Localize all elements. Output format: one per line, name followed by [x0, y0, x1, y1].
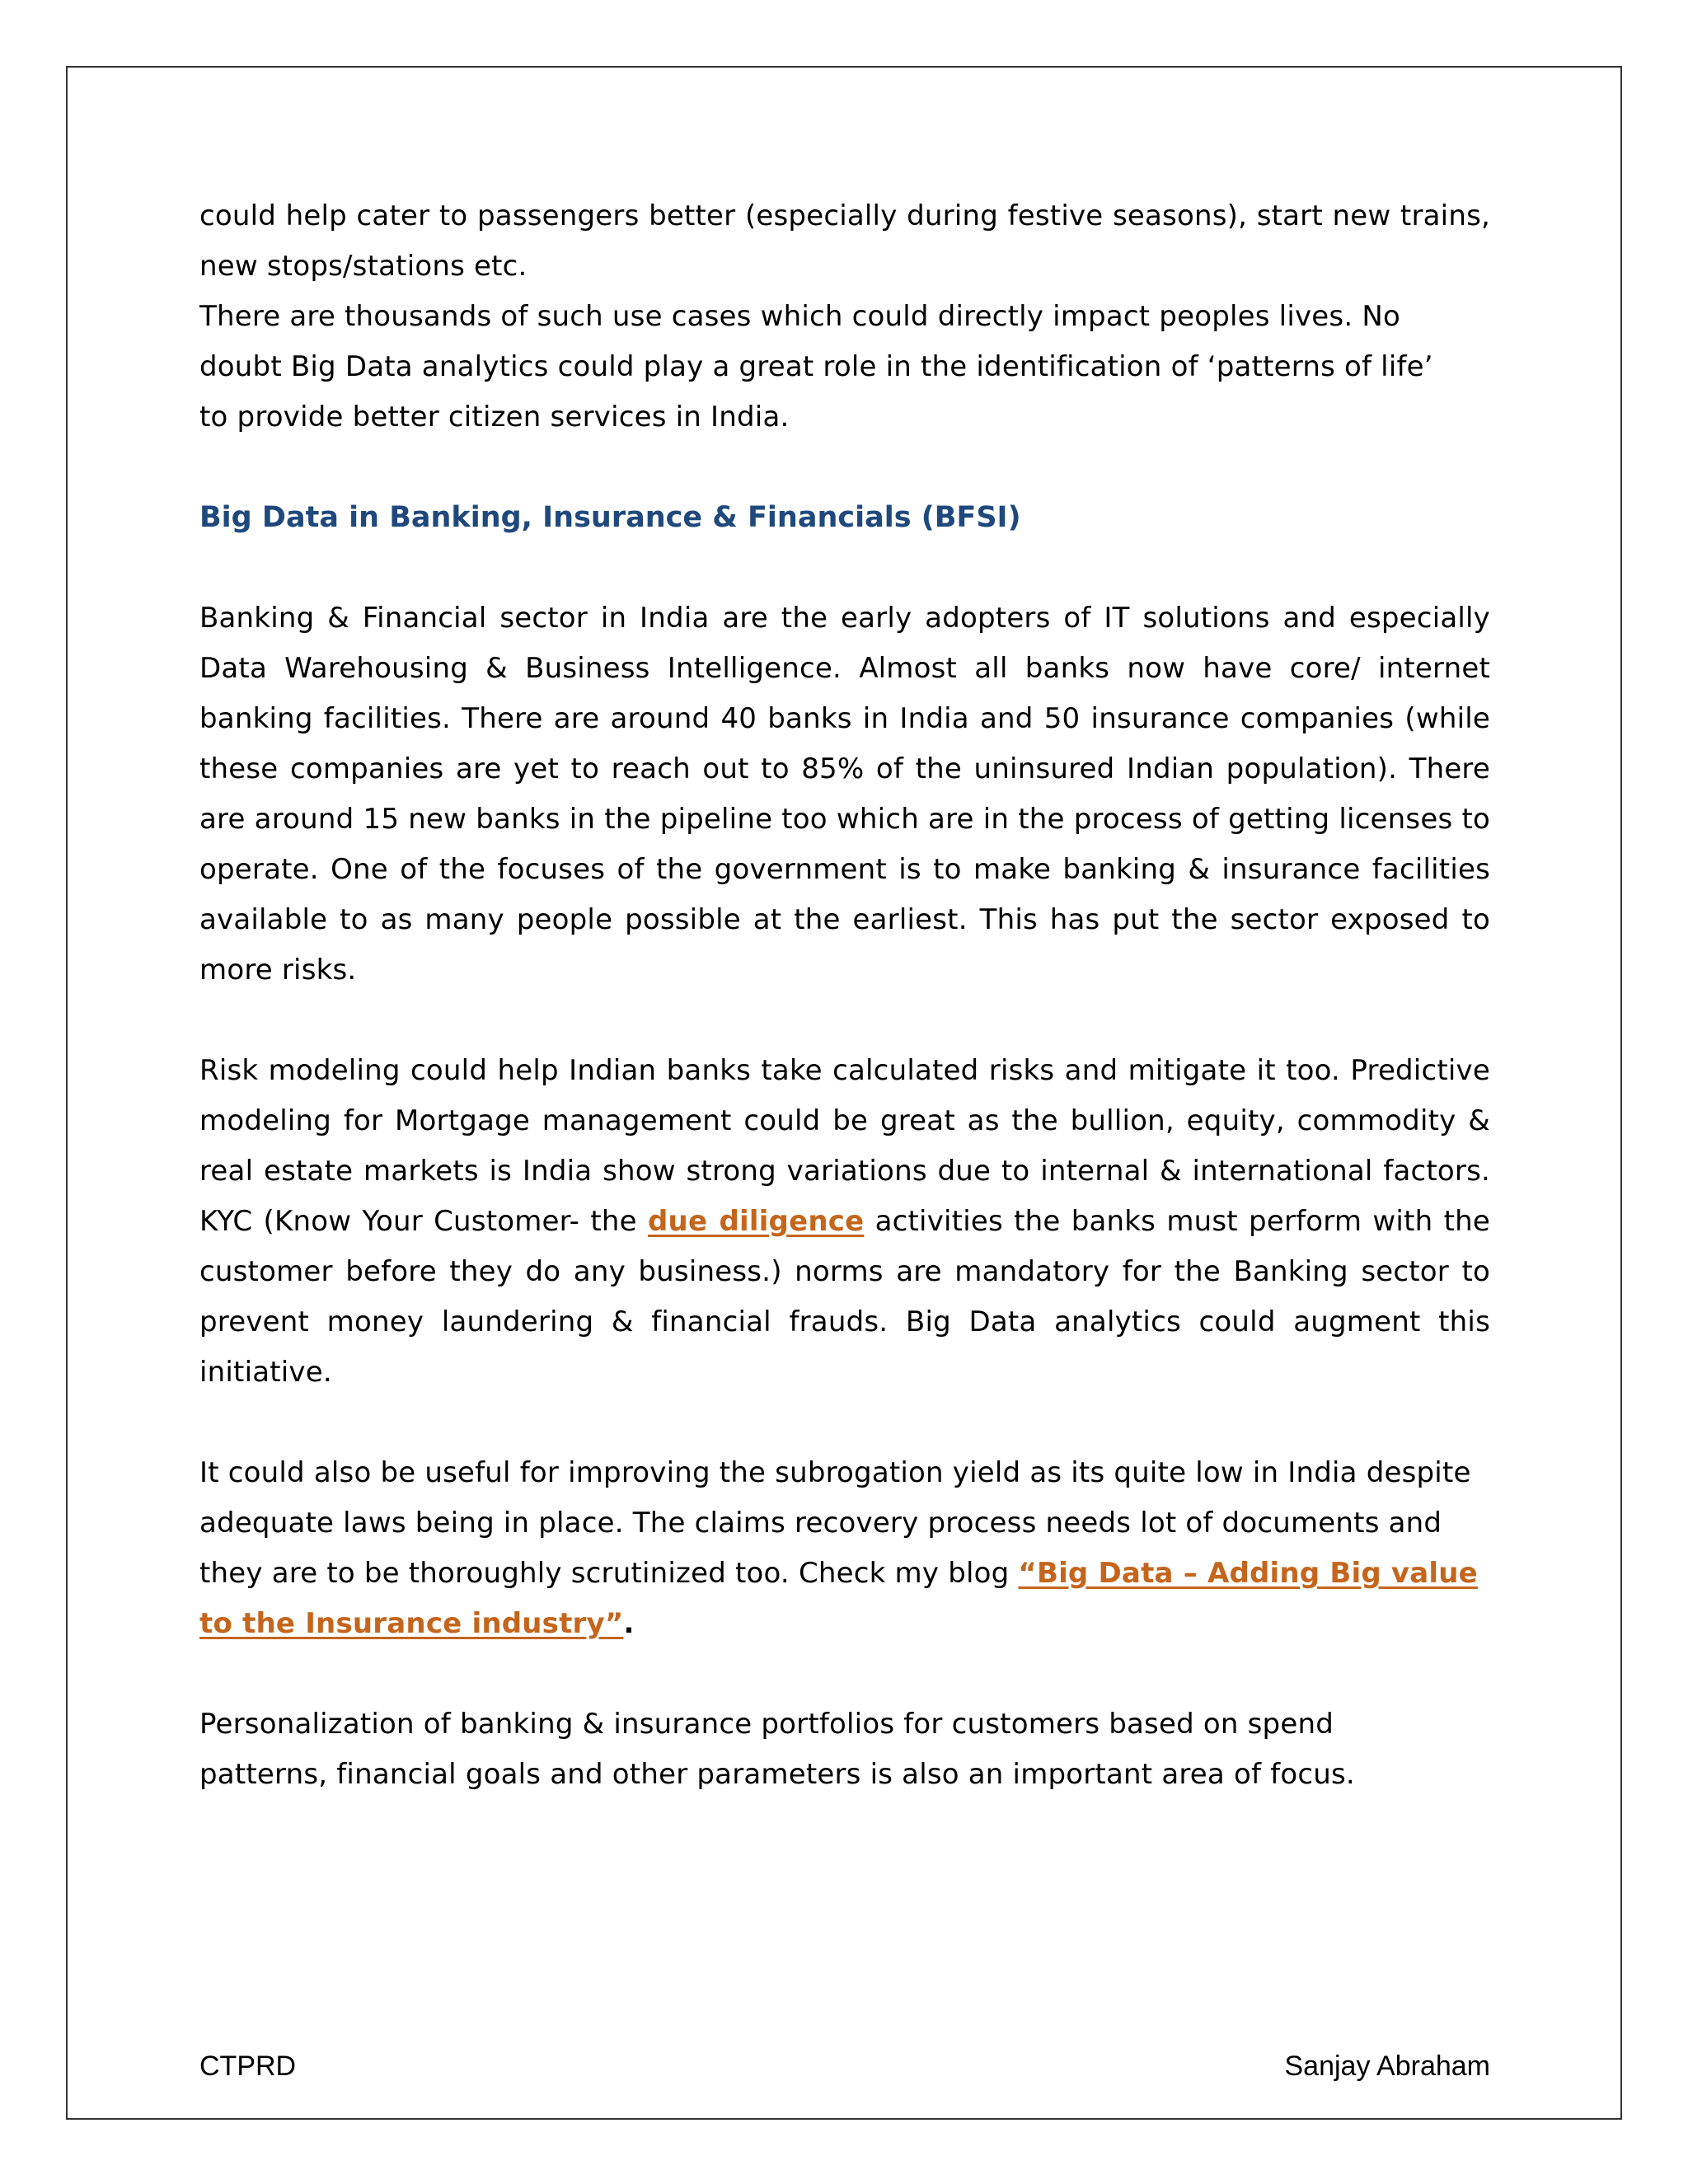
bfsi-paragraph-3-period: . — [623, 1607, 635, 1640]
bfsi-paragraph-4: Personalization of banking & insurance portfolios for customers based on spend patterns, financial goals and other parameters is also an important area of focus. — [199, 1708, 1355, 1791]
bfsi-paragraph-2-text-a: Risk modeling could help Indian banks take calculated risks and mitigate it too. Predictive modeling for Mortgage management could be great as the bullion, equity, commodity & real estate markets is India show strong variations due to internal & international factors. KYC (Know Your Customer- the — [199, 1054, 1490, 1238]
bfsi-paragraph-2 — [199, 1046, 1490, 1398]
bfsi-paragraph-2-text-b: activities the banks must perform with the customer before they do any business.) norms are mandatory for the Banking sector to prevent money laundering & financial frauds. Big Data analytics could augment this initiative. — [199, 1205, 1490, 1389]
due-diligence-link[interactable]: due diligence — [648, 1205, 865, 1238]
document-body — [199, 191, 1490, 1800]
footer-author-label: Sanjay Abraham — [1284, 2050, 1490, 2082]
footer-left-label: CTPRD — [199, 2050, 297, 2082]
spacer — [199, 1398, 1490, 1448]
spacer — [199, 996, 1490, 1046]
insurance-blog-link[interactable]: “Big Data – Adding Big value to the Insurance industry” — [199, 1557, 1478, 1640]
intro-paragraph-2: There are thousands of such use cases which could directly impact peoples lives. No doubt Big Data analytics could play a great role in the identification of ‘patterns of life’ to provide better citizen services in India. — [199, 300, 1433, 434]
bfsi-paragraph-1: Banking & Financial sector in India are the early adopters of IT solutions and especially Data Warehousing & Business Intelligence. Almost all banks now have core/ internet banking facilities. There are around 40 banks in India and 50 insurance companies (while these companies are yet to reach out to 85% of the uninsured Indian population). There are around 15 new banks in the pipeline too which are in the process of getting licenses to operate. One of the focuses of the government is to make banking & insurance facilities available to as many people possible at the earliest. This has put the sector exposed to more risks. — [199, 602, 1490, 987]
bfsi-paragraph-3 — [199, 1448, 1481, 1649]
spacer — [199, 443, 1490, 493]
spacer — [199, 543, 1490, 593]
spacer — [199, 1649, 1490, 1699]
bfsi-paragraph-3-text-a: It could also be useful for improving the subrogation yield as its quite low in India despite adequate laws being in place. The claims recovery process needs lot of documents and they are to be thoroughly scrutinized too. Check my blog — [199, 1456, 1471, 1590]
section-heading: Big Data in Banking, Insurance & Financials (BFSI) — [199, 501, 1021, 534]
intro-paragraph-1: could help cater to passengers better (especially during festive seasons), start new trains, new stops/stations etc. — [199, 199, 1490, 283]
